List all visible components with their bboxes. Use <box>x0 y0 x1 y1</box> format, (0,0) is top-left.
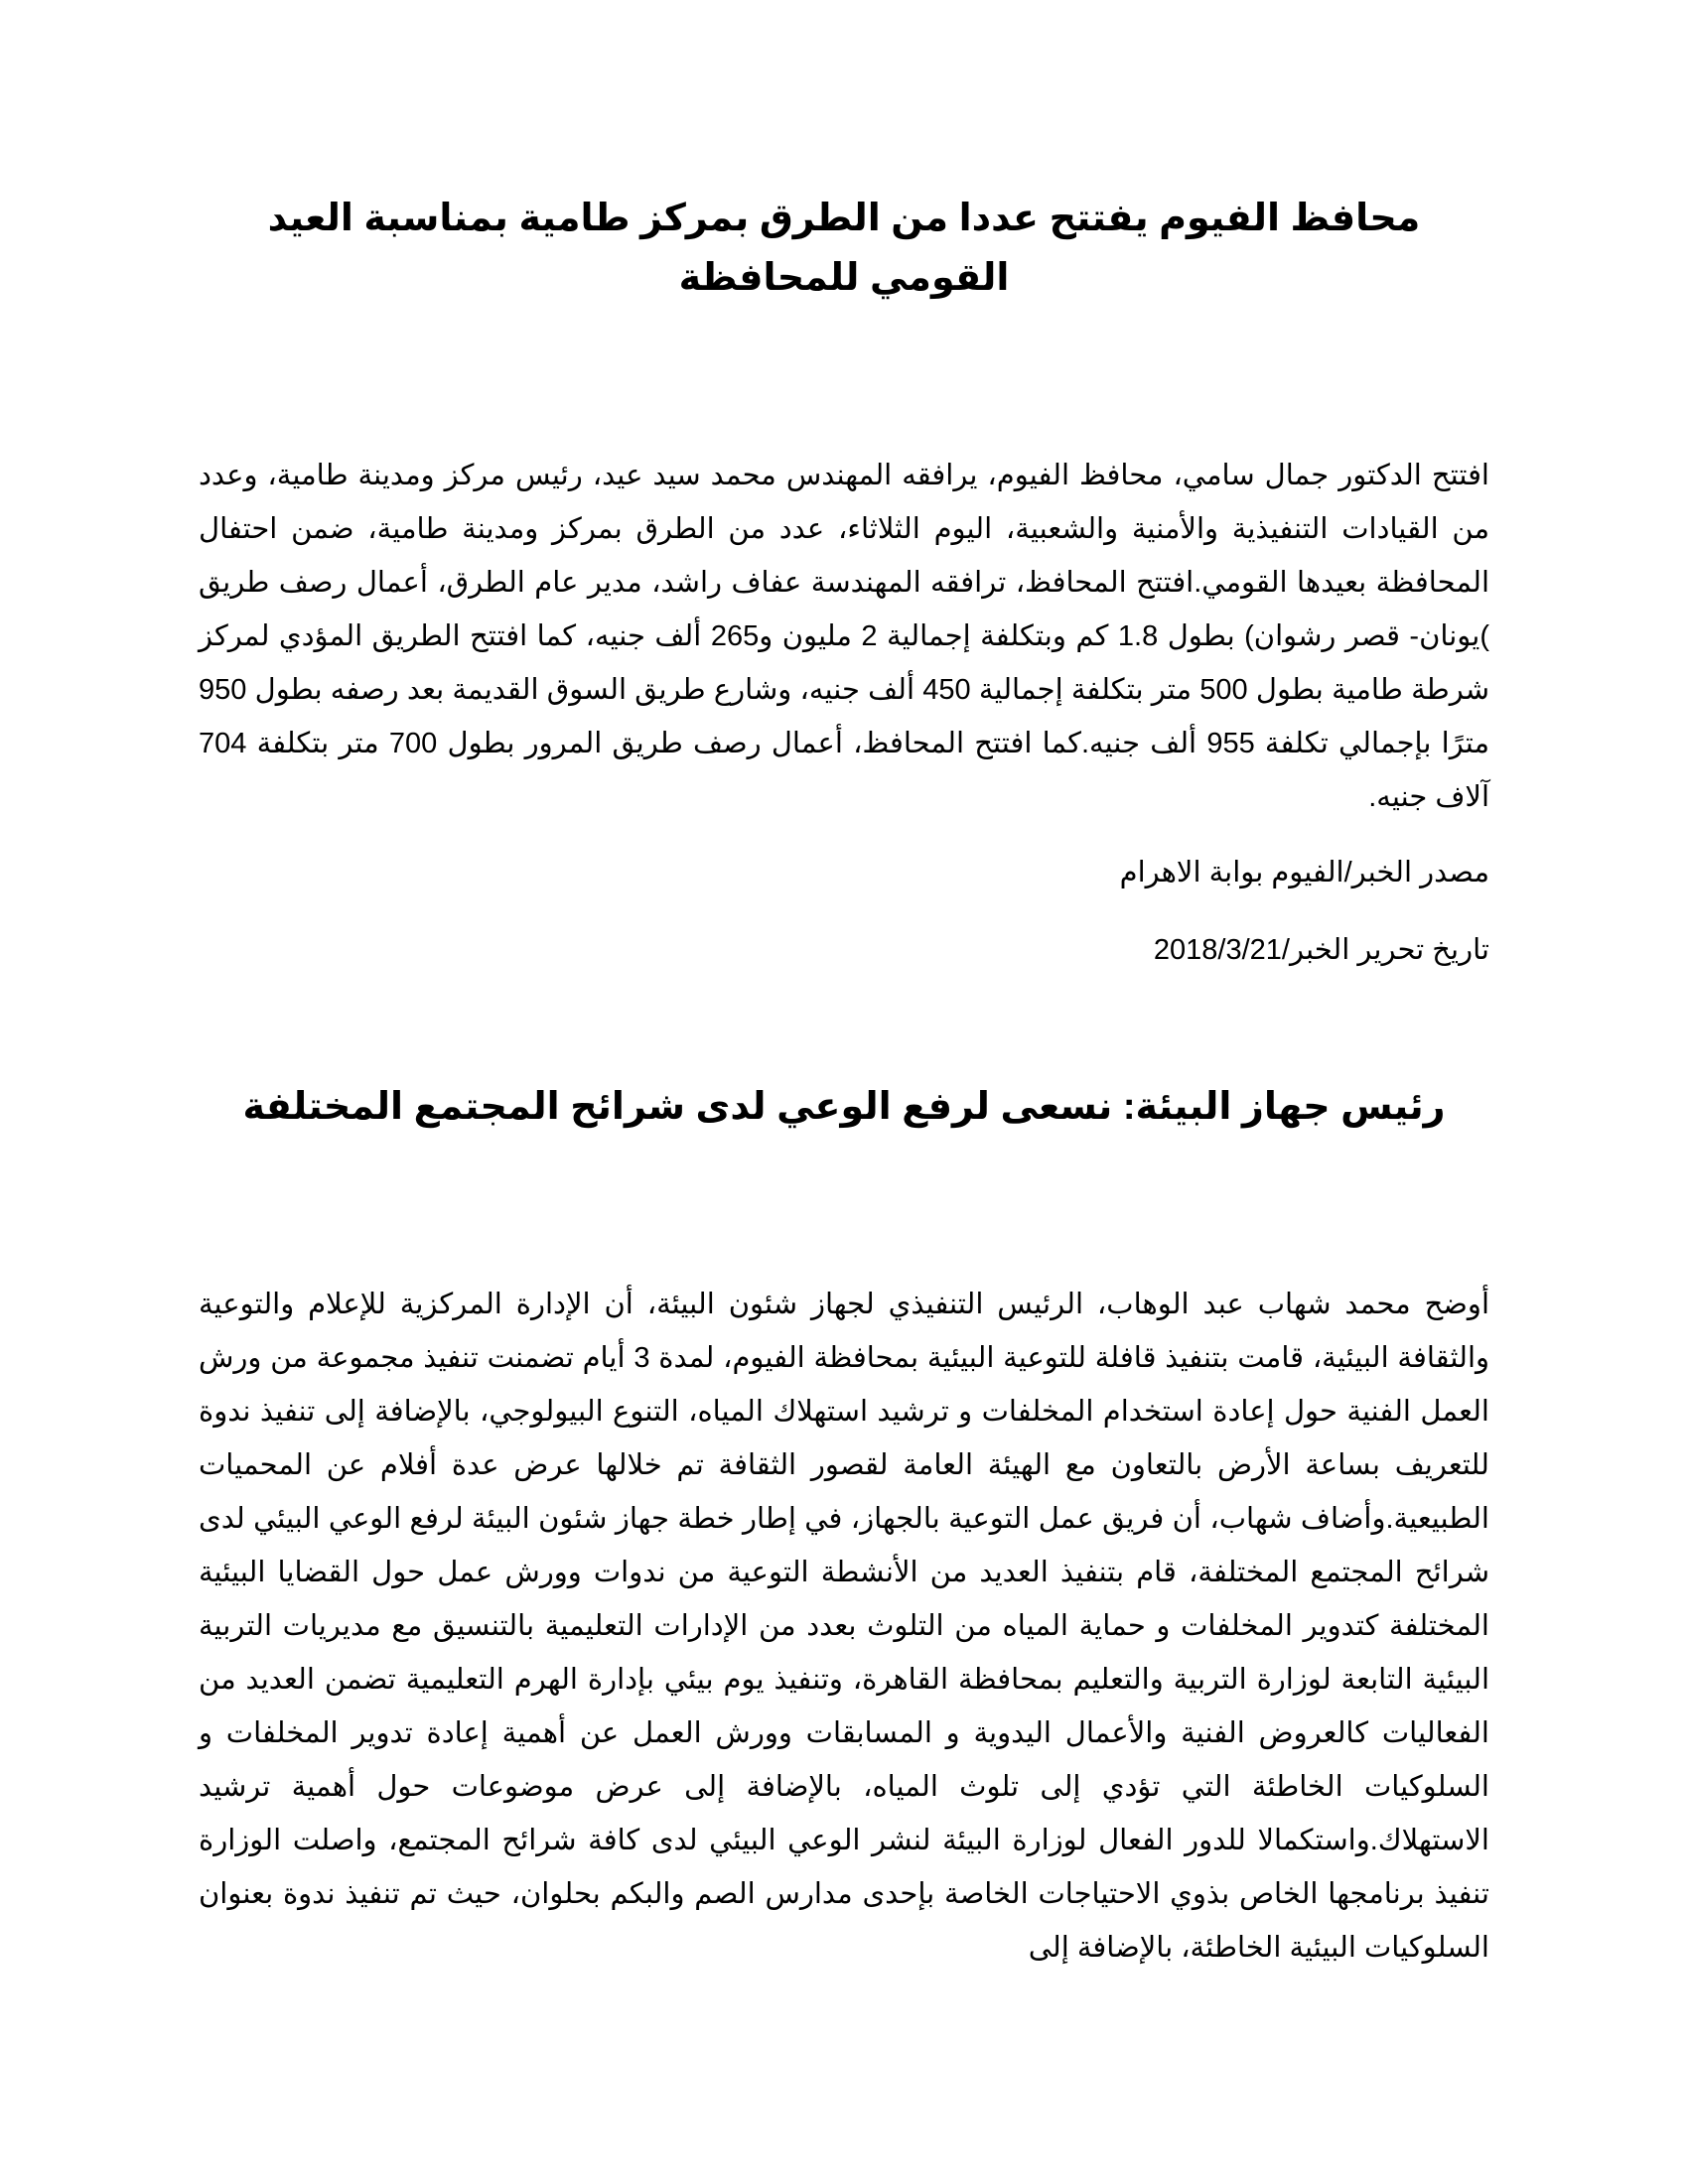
article-source: مصدر الخبر/الفيوم بوابة الاهرام <box>1119 857 1489 888</box>
article-body: افتتح الدكتور جمال سامي، محافظ الفيوم، يرافقه المهندس محمد سيد عيد، رئيس مركز ومدينة طامية، وعدد من القيادات التنفيذية والأمنية والشعبية، اليوم الثلاثاء، عدد من الطرق بمركز ومدينة طامية، ضمن احتفال المحافظة بعيدها القومي.افتتح المحافظ، ترافقه المهندسة عفاف راشد، مدير عام الطرق، أعمال رصف طريق )يونان- قصر رشوان) بطول 1.8 كم وبتكلفة إجمالية 2 مليون و265 ألف جنيه، كما افتتح الطريق المؤدي لمركز شرطة طامية بطول 500 متر بتكلفة إجمالية 450 ألف جنيه، وشارع طريق السوق القديمة بعد رصفه بطول 950 مترًا بإجمالي تكلفة 955 ألف جنيه.كما افتتح المحافظ، أعمال رصف طريق المرور بطول 700 متر بتكلفة 704 آلاف جنيه. <box>199 460 1489 813</box>
article-body: أوضح محمد شهاب عبد الوهاب، الرئيس التنفيذي لجهاز شئون البيئة، أن الإدارة المركزية للإعلام والتوعية والثقافة البيئية، قامت بتنفيذ قافلة للتوعية البيئية بمحافظة الفيوم، لمدة 3 أيام تضمنت تنفيذ مجموعة من ورش العمل الفنية حول إعادة استخدام المخلفات و ترشيد استهلاك المياه، التنوع البيولوجي، بالإضافة إلى تنفيذ ندوة للتعريف بساعة الأرض بالتعاون مع الهيئة العامة لقصور الثقافة تم خلالها عرض عدة أفلام عن المحميات الطبيعية.وأضاف شهاب، أن فريق عمل التوعية بالجهاز، في إطار خطة جهاز شئون البيئة لرفع الوعي البيئي لدى شرائح المجتمع المختلفة، قام بتنفيذ العديد من الأنشطة التوعية من ندوات وورش عمل حول القضايا البيئية المختلفة كتدوير المخلفات و حماية المياه من التلوث بعدد من الإدارات التعليمية بالتنسيق مع مديريات التربية البيئية التابعة لوزارة التربية والتعليم بمحافظة القاهرة، وتنفيذ يوم بيئي بإدارة الهرم التعليمية تضمن العديد من الفعاليات كالعروض الفنية والأعمال اليدوية و المسابقات وورش العمل عن أهمية إعادة تدوير المخلفات و السلوكيات الخاطئة التي تؤدي إلى تلوث المياه، بالإضافة إلى عرض موضوعات حول أهمية ترشيد الاستهلاك.واستكمالا للدور الفعال لوزارة البيئة لنشر الوعي البيئي لدى كافة شرائح المجتمع، واصلت الوزارة تنفيذ برنامجها الخاص بذوي الاحتياجات الخاصة بإحدى مدارس الصم والبكم بحلوان، حيث تم تنفيذ ندوة بعنوان السلوكيات البيئية الخاطئة، بالإضافة إلى <box>199 1289 1490 1964</box>
article-headline: رئيس جهاز البيئة: نسعى لرفع الوعي لدى شرائح المجتمع المختلفة <box>242 1086 1446 1128</box>
article-headline: محافظ الفيوم يفتتح عددا من الطرق بمركز طامية بمناسبة العيد القومي للمحافظة <box>267 198 1421 299</box>
article-date: تاريخ تحرير الخبر/2018/3/21 <box>1153 934 1489 966</box>
news-article-environment-awareness <box>199 1077 1489 1975</box>
news-article-fayoum-roads <box>199 189 1489 977</box>
